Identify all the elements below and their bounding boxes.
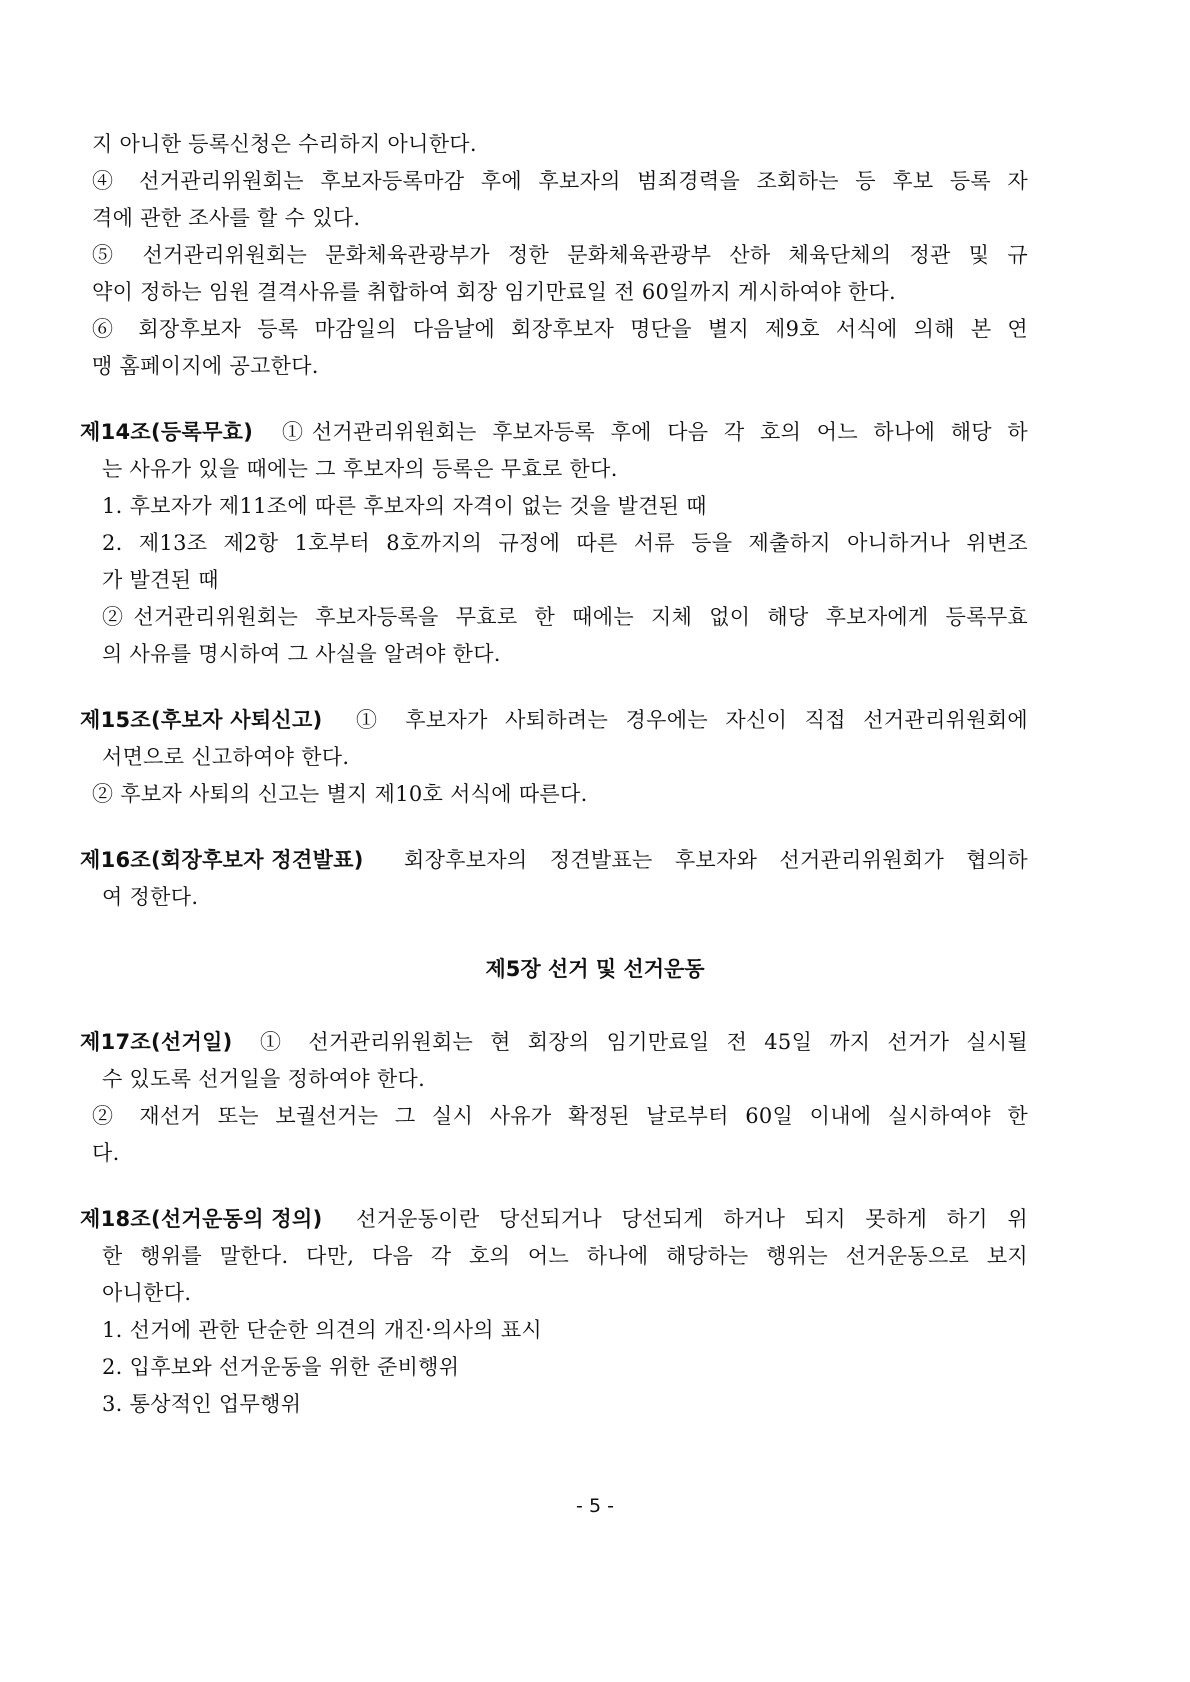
article-18-line: 한 행위를 말한다. 다만, 다음 각 호의 어느 하나에 해당하는 행위는 선거운동으로 보지 xyxy=(102,1244,1028,1268)
article-14-line: ②선거관리위원회는 후보자등록을 무효로 한 때에는 지체 없이 해당 후보자에게 등록무효 xyxy=(102,605,1028,629)
body-line: ⑤ 선거관리위원회는 문화체육관광부가 정한 문화체육관광부 산하 체육단체의 정관 및 규 xyxy=(92,243,1028,267)
article-14-line: 1. 후보자가 제11조에 따른 후보자의 자격이 없는 것을 발견된 때 xyxy=(102,494,707,518)
article-18-line: 3. 통상적인 업무행위 xyxy=(102,1392,302,1416)
body-line: 맹 홈페이지에 공고한다. xyxy=(92,354,319,378)
chapter-heading: 제5장 선거 및 선거운동 xyxy=(485,957,705,981)
article-17-line: 다. xyxy=(92,1141,120,1165)
article-15-line: 서면으로 신고하여야 한다. xyxy=(102,745,350,769)
article-14-line: ①선거관리위원회는 후보자등록 후에 다음 각 호의 어느 하나에 해당 하 xyxy=(282,420,1028,444)
article-15-line: ② 후보자 사퇴의 신고는 별지 제10호 서식에 따른다. xyxy=(92,782,588,806)
article-16-heading: 제16조(회장후보자 정견발표) xyxy=(80,848,364,872)
article-14-line: 의 사유를 명시하여 그 사실을 알려야 한다. xyxy=(102,642,501,666)
body-line: 약이 정하는 임원 결격사유를 취합하여 회장 임기만료일 전 60일까지 게시하여야 한다. xyxy=(92,280,896,304)
article-15-heading: 제15조(후보자 사퇴신고) xyxy=(80,708,323,732)
page-number: - 5 - xyxy=(576,1495,614,1517)
article-17-line: 수 있도록 선거일을 정하여야 한다. xyxy=(102,1067,426,1091)
article-18-heading: 제18조(선거운동의 정의) xyxy=(80,1207,323,1231)
article-17-heading: 제17조(선거일) xyxy=(80,1030,233,1054)
article-14-line: 가 발견된 때 xyxy=(102,568,219,592)
article-18-line: 2. 입후보와 선거운동을 위한 준비행위 xyxy=(102,1355,460,1379)
article-16-line: 여 정한다. xyxy=(102,885,199,909)
article-16-line: 회장후보자의 정견발표는 후보자와 선거관리위원회가 협의하 xyxy=(404,848,1028,872)
article-17-line: ① 선거관리위원회는 현 회장의 임기만료일 전 45일 까지 선거가 실시될 xyxy=(260,1030,1028,1054)
article-14-line: 는 사유가 있을 때에는 그 후보자의 등록은 무효로 한다. xyxy=(102,457,618,481)
body-line: ④ 선거관리위원회는 후보자등록마감 후에 후보자의 범죄경력을 조회하는 등 후보 등록 자 xyxy=(92,169,1028,193)
article-17-line: ② 재선거 또는 보궐선거는 그 실시 사유가 확정된 날로부터 60일 이내에 실시하여야 한 xyxy=(92,1104,1028,1128)
body-line: 격에 관한 조사를 할 수 있다. xyxy=(92,206,361,230)
article-18-line: 아니한다. xyxy=(102,1281,192,1305)
article-14-line: 2. 제13조 제2항 1호부터 8호까지의 규정에 따른 서류 등을 제출하지 아니하거나 위변조 xyxy=(102,531,1028,555)
body-line: 지 아니한 등록신청은 수리하지 아니한다. xyxy=(92,132,477,156)
article-18-line: 1. 선거에 관한 단순한 의견의 개진·의사의 표시 xyxy=(102,1318,543,1342)
article-15-line: ① 후보자가 사퇴하려는 경우에는 자신이 직접 선거관리위원회에 xyxy=(356,708,1028,732)
article-18-line: 선거운동이란 당선되거나 당선되게 하거나 되지 못하게 하기 위 xyxy=(356,1207,1028,1231)
article-14-heading: 제14조(등록무효) xyxy=(80,420,254,444)
body-line: ⑥ 회장후보자 등록 마감일의 다음날에 회장후보자 명단을 별지 제9호 서식에 의해 본 연 xyxy=(92,317,1028,341)
